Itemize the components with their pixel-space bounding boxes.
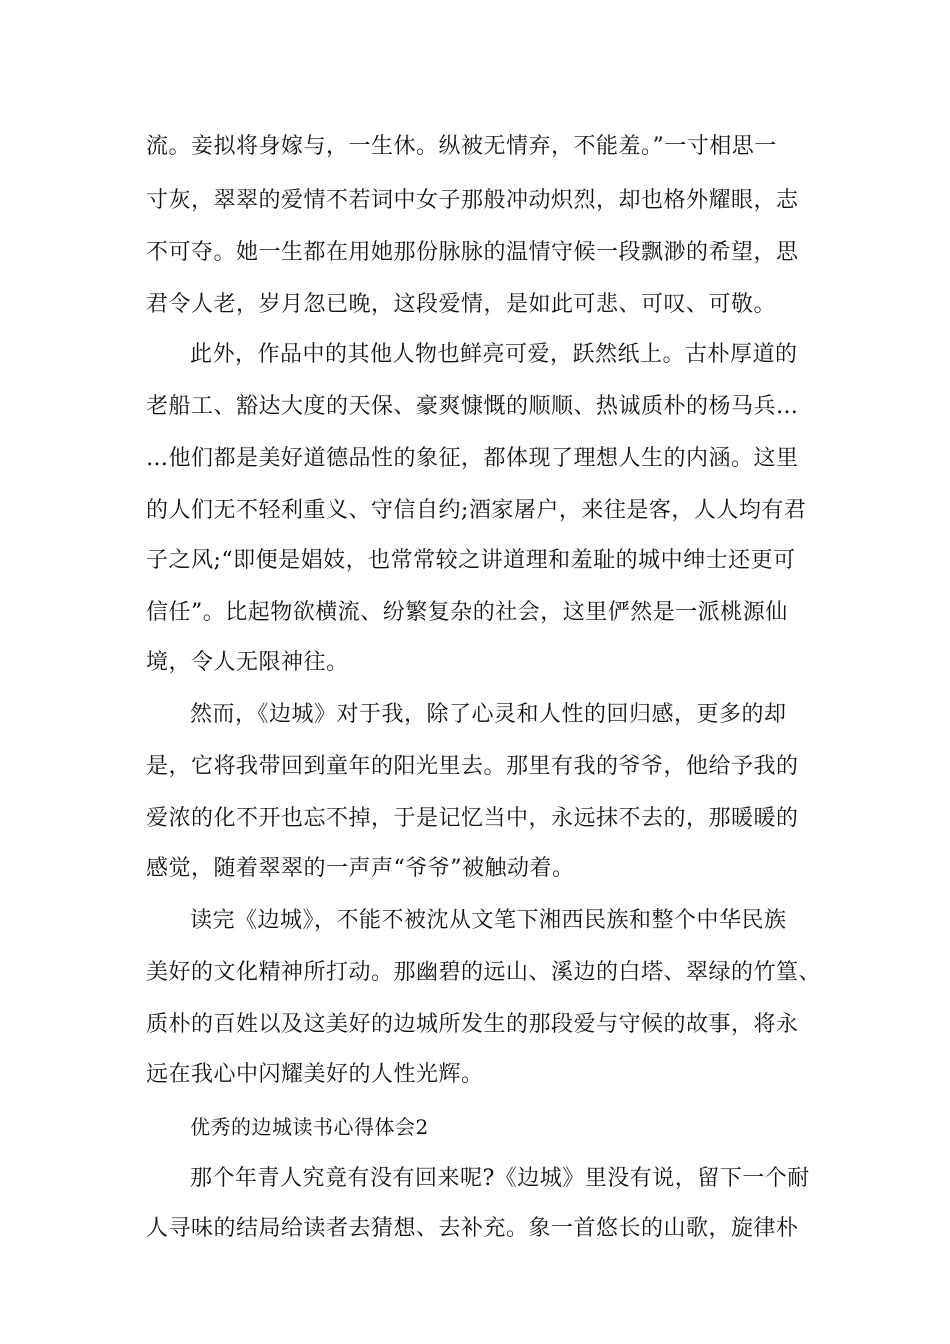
text-line: 不可夺。她一生都在用她那份脉脉的温情守候一段飘渺的希望，思 <box>146 240 799 265</box>
paragraph-start-line: 此外，作品中的其他人物也鲜亮可爱，跃然纸上。古朴厚道的 <box>190 342 798 367</box>
text-line: 老船工、豁达大度的天保、豪爽慷慨的顺顺、热诚质朴的杨马兵… <box>146 394 799 419</box>
text-line: 远在我心中闪耀美好的人性光辉。 <box>146 1062 484 1087</box>
text-line: 的人们无不轻利重义、守信自约;酒家屠户，来往是客，人人均有君 <box>146 498 807 523</box>
text-line: 美好的文化精神所打动。那幽碧的远山、溪边的白塔、翠绿的竹篁、 <box>146 960 822 985</box>
text-line: 感觉，随着翠翠的一声声“爷爷”被触动着。 <box>146 856 575 881</box>
text-line: 信任”。比起物欲横流、纷繁复杂的社会，这里俨然是一派桃源仙 <box>146 600 788 625</box>
text-line: 流。妾拟将身嫁与，一生休。纵被无情弃，不能羞。”一寸相思一 <box>146 134 777 159</box>
text-line: 君令人老，岁月忽已晚，这段爱情，是如此可悲、可叹、可敬。 <box>146 292 777 317</box>
text-line: 子之风;“即便是娼妓，也常常较之讲道理和羞耻的城中绅士还更可 <box>146 548 796 573</box>
text-line: 境，令人无限神往。 <box>146 650 349 675</box>
text-line: 爱浓的化不开也忘不掉，于是记忆当中，永远抹不去的，那暖暖的 <box>146 806 799 831</box>
paragraph-start-line: 那个年青人究竟有没有回来呢?《边城》里没有说，留下一个耐 <box>190 1166 810 1191</box>
text-line: 寸灰，翠翠的爱情不若词中女子那般冲动炽烈，却也格外耀眼，志 <box>146 188 799 213</box>
text-line: 人寻味的结局给读者去猜想、去补充。象一首悠长的山歌，旋律朴 <box>146 1216 799 1241</box>
text-line: 是，它将我带回到童年的阳光里去。那里有我的爷爷，他给予我的 <box>146 754 799 779</box>
text-line: 质朴的百姓以及这美好的边城所发生的那段爱与守候的故事，将永 <box>146 1012 799 1037</box>
paragraph-start-line: 然而，《边城》对于我，除了心灵和人性的回归感，更多的却 <box>190 702 787 727</box>
paragraph-start-line: 读完《边城》，不能不被沈从文笔下湘西民族和整个中华民族 <box>190 908 787 933</box>
section-heading: 优秀的边城读书心得体会2 <box>190 1115 429 1139</box>
text-line: …他们都是美好道德品性的象征，都体现了理想人生的内涵。这里 <box>146 446 799 471</box>
